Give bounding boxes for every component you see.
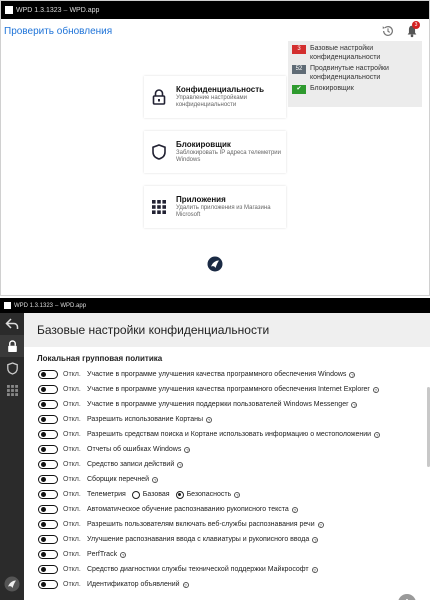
telemetry-radio[interactable]: [132, 491, 140, 499]
toggle-state-label: Откл.: [63, 506, 81, 513]
notification-item[interactable]: [292, 64, 418, 82]
toggle-switch[interactable]: [38, 475, 58, 484]
help-icon[interactable]: ?: [319, 522, 322, 528]
setting-row: [38, 487, 430, 502]
help-icon[interactable]: ?: [186, 447, 189, 453]
help-icon[interactable]: ?: [313, 537, 317, 543]
help-icon[interactable]: ?: [351, 372, 354, 378]
setting-row: [38, 472, 430, 487]
toggle-switch[interactable]: [38, 385, 58, 394]
notification-item[interactable]: [292, 44, 418, 62]
page-title: Базовые настройки конфиденциальности: [24, 313, 430, 347]
shield-icon: [146, 144, 172, 160]
setting-label: Сборщик перечней: [87, 476, 150, 483]
app-logo-icon: [4, 576, 20, 592]
help-icon[interactable]: ?: [153, 477, 157, 483]
setting-label: Отчеты об ошибках Windows: [87, 446, 182, 453]
toggle-switch[interactable]: [38, 565, 58, 574]
help-icon[interactable]: ?: [374, 387, 378, 393]
grid-icon: [7, 385, 18, 396]
toggle-state-label: Откл.: [63, 581, 81, 588]
title-exe: WPD.app: [69, 6, 100, 14]
settings-list: [38, 367, 430, 592]
setting-row: [38, 457, 430, 472]
app-icon: [5, 6, 13, 14]
notification-text: Блокировщик: [310, 85, 354, 92]
content-area: [24, 313, 430, 600]
toggle-switch[interactable]: [38, 370, 58, 379]
setting-row: [38, 517, 430, 532]
history-icon[interactable]: [381, 24, 395, 38]
setting-row: [38, 577, 430, 592]
notifications-popup: [288, 41, 422, 107]
toggle-state-label: Откл.: [63, 386, 81, 393]
grid-icon: [146, 200, 172, 214]
section-title: Локальная групповая политика: [37, 354, 163, 363]
title-exe: WPD.app: [60, 302, 87, 309]
back-arrow-icon: [5, 317, 19, 331]
help-icon[interactable]: ?: [121, 552, 125, 558]
setting-row: [38, 562, 430, 577]
setting-label: Автоматическое обучение распознаванию рукописного текста: [87, 506, 289, 513]
toggle-state-label: Откл.: [63, 521, 81, 528]
toggle-switch[interactable]: [38, 505, 58, 514]
help-icon[interactable]: ?: [178, 462, 182, 468]
toggle-switch[interactable]: [38, 400, 58, 409]
blocker-card[interactable]: [144, 131, 286, 173]
help-icon[interactable]: ?: [207, 417, 211, 423]
toggle-state-label: Откл.: [63, 491, 81, 498]
toggle-switch[interactable]: [38, 430, 58, 439]
setting-row: [38, 412, 430, 427]
notification-count-badge: 3: [412, 21, 420, 29]
toggle-state-label: Откл.: [63, 401, 81, 408]
card-title: Конфиденциальность: [176, 85, 265, 94]
sidebar-item-blocker[interactable]: [0, 357, 24, 379]
title-bar: [0, 298, 430, 313]
help-icon[interactable]: ?: [313, 567, 316, 573]
setting-row: [38, 427, 430, 442]
toggle-state-label: Откл.: [63, 461, 81, 468]
help-icon[interactable]: ?: [293, 507, 297, 513]
setting-row: [38, 547, 430, 562]
title-app: WPD 1.3.1323: [14, 302, 54, 309]
toggle-switch[interactable]: [38, 550, 58, 559]
toggle-state-label: Откл.: [63, 476, 81, 483]
toggle-switch[interactable]: [38, 415, 58, 424]
toggle-switch[interactable]: [38, 445, 58, 454]
main-window: [0, 0, 430, 296]
lock-icon: [146, 89, 172, 105]
notification-badge: 3: [292, 45, 306, 54]
setting-label: Средство записи действий: [87, 461, 175, 468]
toggle-state-label: Откл.: [63, 416, 81, 423]
scrollbar[interactable]: [426, 347, 430, 600]
title-separator: –: [55, 302, 59, 309]
title-separator: –: [63, 6, 68, 14]
toggle-switch[interactable]: [38, 460, 58, 469]
setting-label: Улучшение распознавания ввода с клавиатуры и рукописного ввода: [87, 536, 310, 543]
notification-text: Базовые настройки конфиденциальности: [310, 45, 381, 61]
card-title: Блокировщик: [176, 140, 231, 149]
setting-label: Разрешить средствам поиска и Кортане использовать информацию о местоположении: [87, 431, 372, 438]
card-title: Приложения: [176, 195, 226, 204]
setting-row: [38, 382, 430, 397]
setting-row: [38, 502, 430, 517]
privacy-card[interactable]: [144, 76, 286, 118]
setting-row: [38, 532, 430, 547]
title-app: WPD 1.3.1323: [16, 6, 62, 14]
app-icon: [4, 302, 11, 309]
setting-row: [38, 367, 430, 382]
check-updates-link[interactable]: Проверить обновления: [4, 26, 113, 37]
toggle-state-label: Откл.: [63, 551, 81, 558]
title-bar: [1, 1, 429, 19]
telemetry-option-label: Безопасность: [186, 491, 232, 498]
help-icon[interactable]: ?: [235, 492, 239, 498]
sidebar-item-privacy[interactable]: [0, 335, 24, 357]
setting-label: Участие в программе улучшения поддержки пользователей Windows Messenger: [87, 401, 349, 408]
telemetry-option-label: Базовая: [142, 491, 170, 498]
setting-label: Разрешить пользователям включать веб-службы распознавания речи: [87, 521, 315, 528]
shield-icon: [7, 362, 18, 375]
help-icon[interactable]: ?: [375, 432, 379, 438]
setting-label: Средство диагностики службы технической поддержки Майкрософт: [87, 566, 309, 573]
card-description: Удалить приложения из Магазина Microsoft: [176, 205, 271, 218]
help-icon[interactable]: ?: [353, 402, 356, 408]
toggle-state-label: Откл.: [63, 566, 81, 573]
setting-label: Участие в программе улучшения качества программного обеспечения Internet Explorer: [87, 386, 370, 393]
notification-item[interactable]: [292, 84, 418, 94]
help-icon[interactable]: ?: [184, 582, 187, 588]
toggle-state-label: Откл.: [63, 536, 81, 543]
telemetry-radio[interactable]: [176, 491, 184, 499]
toggle-state-label: Откл.: [63, 431, 81, 438]
card-description: Заблокировать IP адреса телеметрии Windows: [176, 150, 281, 163]
setting-label: Идентификатор объявлений: [87, 581, 180, 588]
setting-row: [38, 442, 430, 457]
app-logo-icon: [207, 256, 223, 272]
notification-text: Продвинутые настройки конфиденциальности: [310, 65, 389, 81]
sidebar-item-apps[interactable]: [0, 379, 24, 401]
settings-window: [0, 298, 430, 600]
apps-card[interactable]: [144, 186, 286, 228]
setting-label: Разрешить использование Кортаны: [87, 416, 204, 423]
setting-label: Телеметрия: [87, 491, 126, 498]
toggle-state-label: Откл.: [63, 446, 81, 453]
toggle-switch[interactable]: [38, 535, 58, 544]
setting-label: PerfTrack: [87, 551, 118, 558]
sidebar: [0, 313, 24, 600]
back-button[interactable]: [0, 313, 24, 335]
toggle-switch[interactable]: [38, 580, 58, 589]
card-description: Управление настройками конфиденциальности: [176, 95, 248, 108]
setting-row: [38, 397, 430, 412]
lock-icon: [7, 340, 18, 353]
toggle-switch[interactable]: [38, 520, 58, 529]
toggle-state-label: Откл.: [63, 371, 81, 378]
notification-badge: ✔: [292, 85, 306, 94]
toggle-switch[interactable]: [38, 490, 58, 499]
setting-label: Участие в программе улучшения качества программного обеспечения Windows: [87, 371, 347, 378]
notification-badge: 52: [292, 65, 306, 74]
